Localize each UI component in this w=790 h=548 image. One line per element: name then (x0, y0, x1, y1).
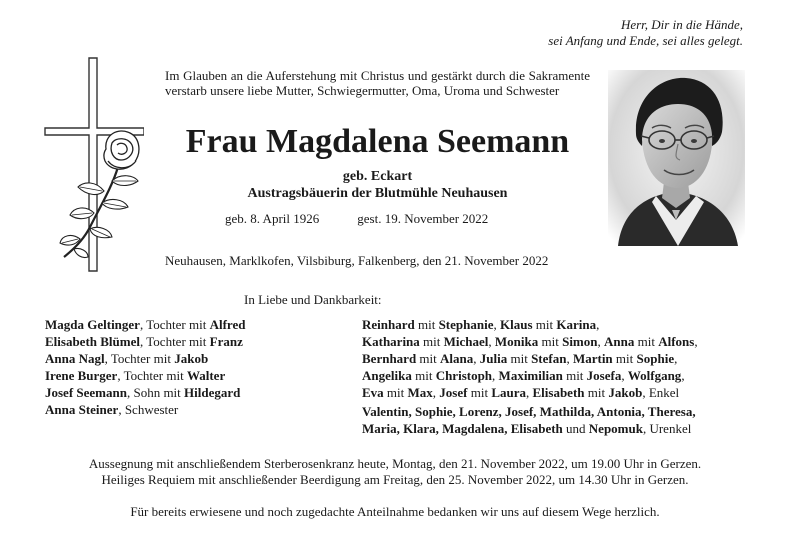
person-name: Jakob (174, 351, 209, 366)
person-name: Josefa (586, 368, 622, 383)
person-name: Alana (440, 351, 474, 366)
person-name: Michael (443, 334, 489, 349)
relation-text: , Tochter mit (117, 368, 187, 383)
relation-text: mit (584, 385, 609, 400)
thanks-heading: In Liebe und Dankbarkeit: (244, 292, 382, 307)
relation-text: , (596, 317, 600, 332)
person-name: Eva (362, 385, 384, 400)
great-grandchildren-list (362, 403, 698, 437)
relation-text: mit (419, 334, 444, 349)
relation-text: , Tochter mit (140, 334, 210, 349)
person-name: Stephanie (438, 317, 494, 332)
person-name: Maria, Klara, Magdalena, Elisabeth (362, 421, 563, 436)
grandchildren-line (362, 316, 698, 333)
relation-text: mit (612, 351, 637, 366)
relation-text: , (525, 385, 533, 400)
person-name: Maximilian (498, 368, 563, 383)
person-name: Nepomuk (588, 421, 643, 436)
funeral-line-1: Aussegnung mit anschließendem Sterberosenkranz heute, Montag, den 21. November 2022, um 19.00 Uhr in Gerzen. (88, 456, 702, 471)
relation-text: , Sohn mit (126, 385, 185, 400)
relation-text: , Tochter mit (104, 351, 175, 366)
relation-text: , (674, 351, 678, 366)
grandchildren-line (362, 333, 698, 350)
mourner-line (45, 401, 245, 418)
great-grandchildren-line (362, 420, 698, 437)
mourner-line (45, 367, 245, 384)
person-name: Max (407, 385, 433, 400)
relation-text: mit (562, 368, 587, 383)
grandchildren-line (362, 350, 698, 367)
birth-name: geb. Eckart (342, 169, 413, 184)
mourner-line (45, 333, 245, 350)
person-name: Franz (209, 334, 243, 349)
mourner-line (45, 316, 245, 333)
death-date: gest. 19. November 2022 (357, 211, 489, 226)
relation-text: mit (414, 317, 439, 332)
person-name: Alfons (658, 334, 695, 349)
relation-text: mit (467, 385, 492, 400)
person-name: Julia (479, 351, 508, 366)
occupation: Austragsbäuerin der Blutmühle Neuhausen (247, 186, 508, 201)
relation-text: , (473, 351, 480, 366)
person-name: Anna Nagl (45, 351, 105, 366)
relation-text: mit (411, 368, 436, 383)
relation-text: , (597, 334, 604, 349)
motto-verse (548, 17, 743, 49)
relation-text: , (694, 334, 698, 349)
relation-text: mit (532, 317, 557, 332)
relation-text: , Schwester (118, 402, 179, 417)
relation-text: mit (416, 351, 441, 366)
person-name: Anna Steiner (45, 402, 119, 417)
person-name: Alfred (209, 317, 246, 332)
relation-text: , (488, 334, 495, 349)
mourner-line (45, 350, 245, 367)
grandchildren-list (362, 316, 698, 401)
person-name: Christoph (435, 368, 493, 383)
relation-text: mit (383, 385, 408, 400)
person-name: Reinhard (362, 317, 415, 332)
relation-text: , (621, 368, 628, 383)
person-name: Angelika (362, 368, 412, 383)
person-name: Monika (494, 334, 539, 349)
person-name: Jakob (608, 385, 643, 400)
closing-text: Für bereits erwiesene und noch zugedachte Anteilnahme bedanken wir uns auf diesem Wege herzlich. (130, 504, 660, 519)
person-name: Klaus (499, 317, 533, 332)
person-name: Karina (556, 317, 597, 332)
motto-line-2: sei Anfang und Ende, sei alles gelegt. (548, 33, 743, 48)
relation-text: mit (507, 351, 532, 366)
relation-text: , (566, 351, 573, 366)
funeral-info (20, 456, 770, 488)
person-name: Simon (562, 334, 598, 349)
person-name: Anna (604, 334, 635, 349)
relation-text: , (681, 368, 685, 383)
person-name: Martin (572, 351, 613, 366)
relation-text: , Enkel (642, 385, 680, 400)
person-name: Josef (439, 385, 468, 400)
person-name: Irene Burger (45, 368, 118, 383)
intro-text: Im Glauben an die Auferstehung mit Christus und gestärkt durch die Sakramente verstarb unsere liebe Mutter, Schwiegermutter, Oma, Uroma und Schwester (165, 68, 590, 98)
place-and-date: Neuhausen, Marklkofen, Vilsbiburg, Falkenberg, den 21. November 2022 (165, 253, 549, 268)
great-grandchildren-line (362, 403, 698, 420)
relation-text: , (492, 368, 499, 383)
person-name: Valentin, Sophie, Lorenz, Josef, Mathilda, Antonia, Theresa, (362, 404, 696, 419)
relation-text: und (562, 421, 589, 436)
person-name: Sophie (636, 351, 675, 366)
relation-text: , (493, 317, 500, 332)
mourners-descendants (362, 316, 698, 437)
mourner-line (45, 384, 245, 401)
relation-text: , Urenkel (642, 421, 692, 436)
person-name: Wolfgang (627, 368, 682, 383)
relation-text: mit (634, 334, 659, 349)
life-dates (225, 211, 488, 227)
person-name: Bernhard (362, 351, 417, 366)
person-name: Josef Seemann (45, 385, 127, 400)
person-name: Walter (186, 368, 226, 383)
mourners-children (45, 316, 245, 418)
grandchildren-line (362, 384, 698, 401)
relation-text: , Tochter mit (139, 317, 210, 332)
funeral-line-2: Heiliges Requiem mit anschließender Beerdigung am Freitag, den 25. November 2022, um 14.30 Uhr in Gerzen. (101, 472, 689, 487)
person-name: Magda Geltinger (45, 317, 140, 332)
relation-text: , (432, 385, 440, 400)
portrait-photo (608, 70, 745, 246)
person-name: Stefan (531, 351, 567, 366)
person-name: Hildegard (184, 385, 241, 400)
cross-with-rose-icon (44, 57, 144, 272)
birth-date: geb. 8. April 1926 (225, 211, 320, 226)
relation-text: mit (538, 334, 563, 349)
deceased-name: Frau Magdalena Seemann (185, 123, 570, 160)
person-name: Elisabeth Blümel (45, 334, 140, 349)
person-name: Katharina (362, 334, 420, 349)
person-name: Elisabeth (532, 385, 585, 400)
person-name: Laura (491, 385, 526, 400)
motto-line-1: Herr, Dir in die Hände, (620, 17, 743, 32)
grandchildren-line (362, 367, 698, 384)
